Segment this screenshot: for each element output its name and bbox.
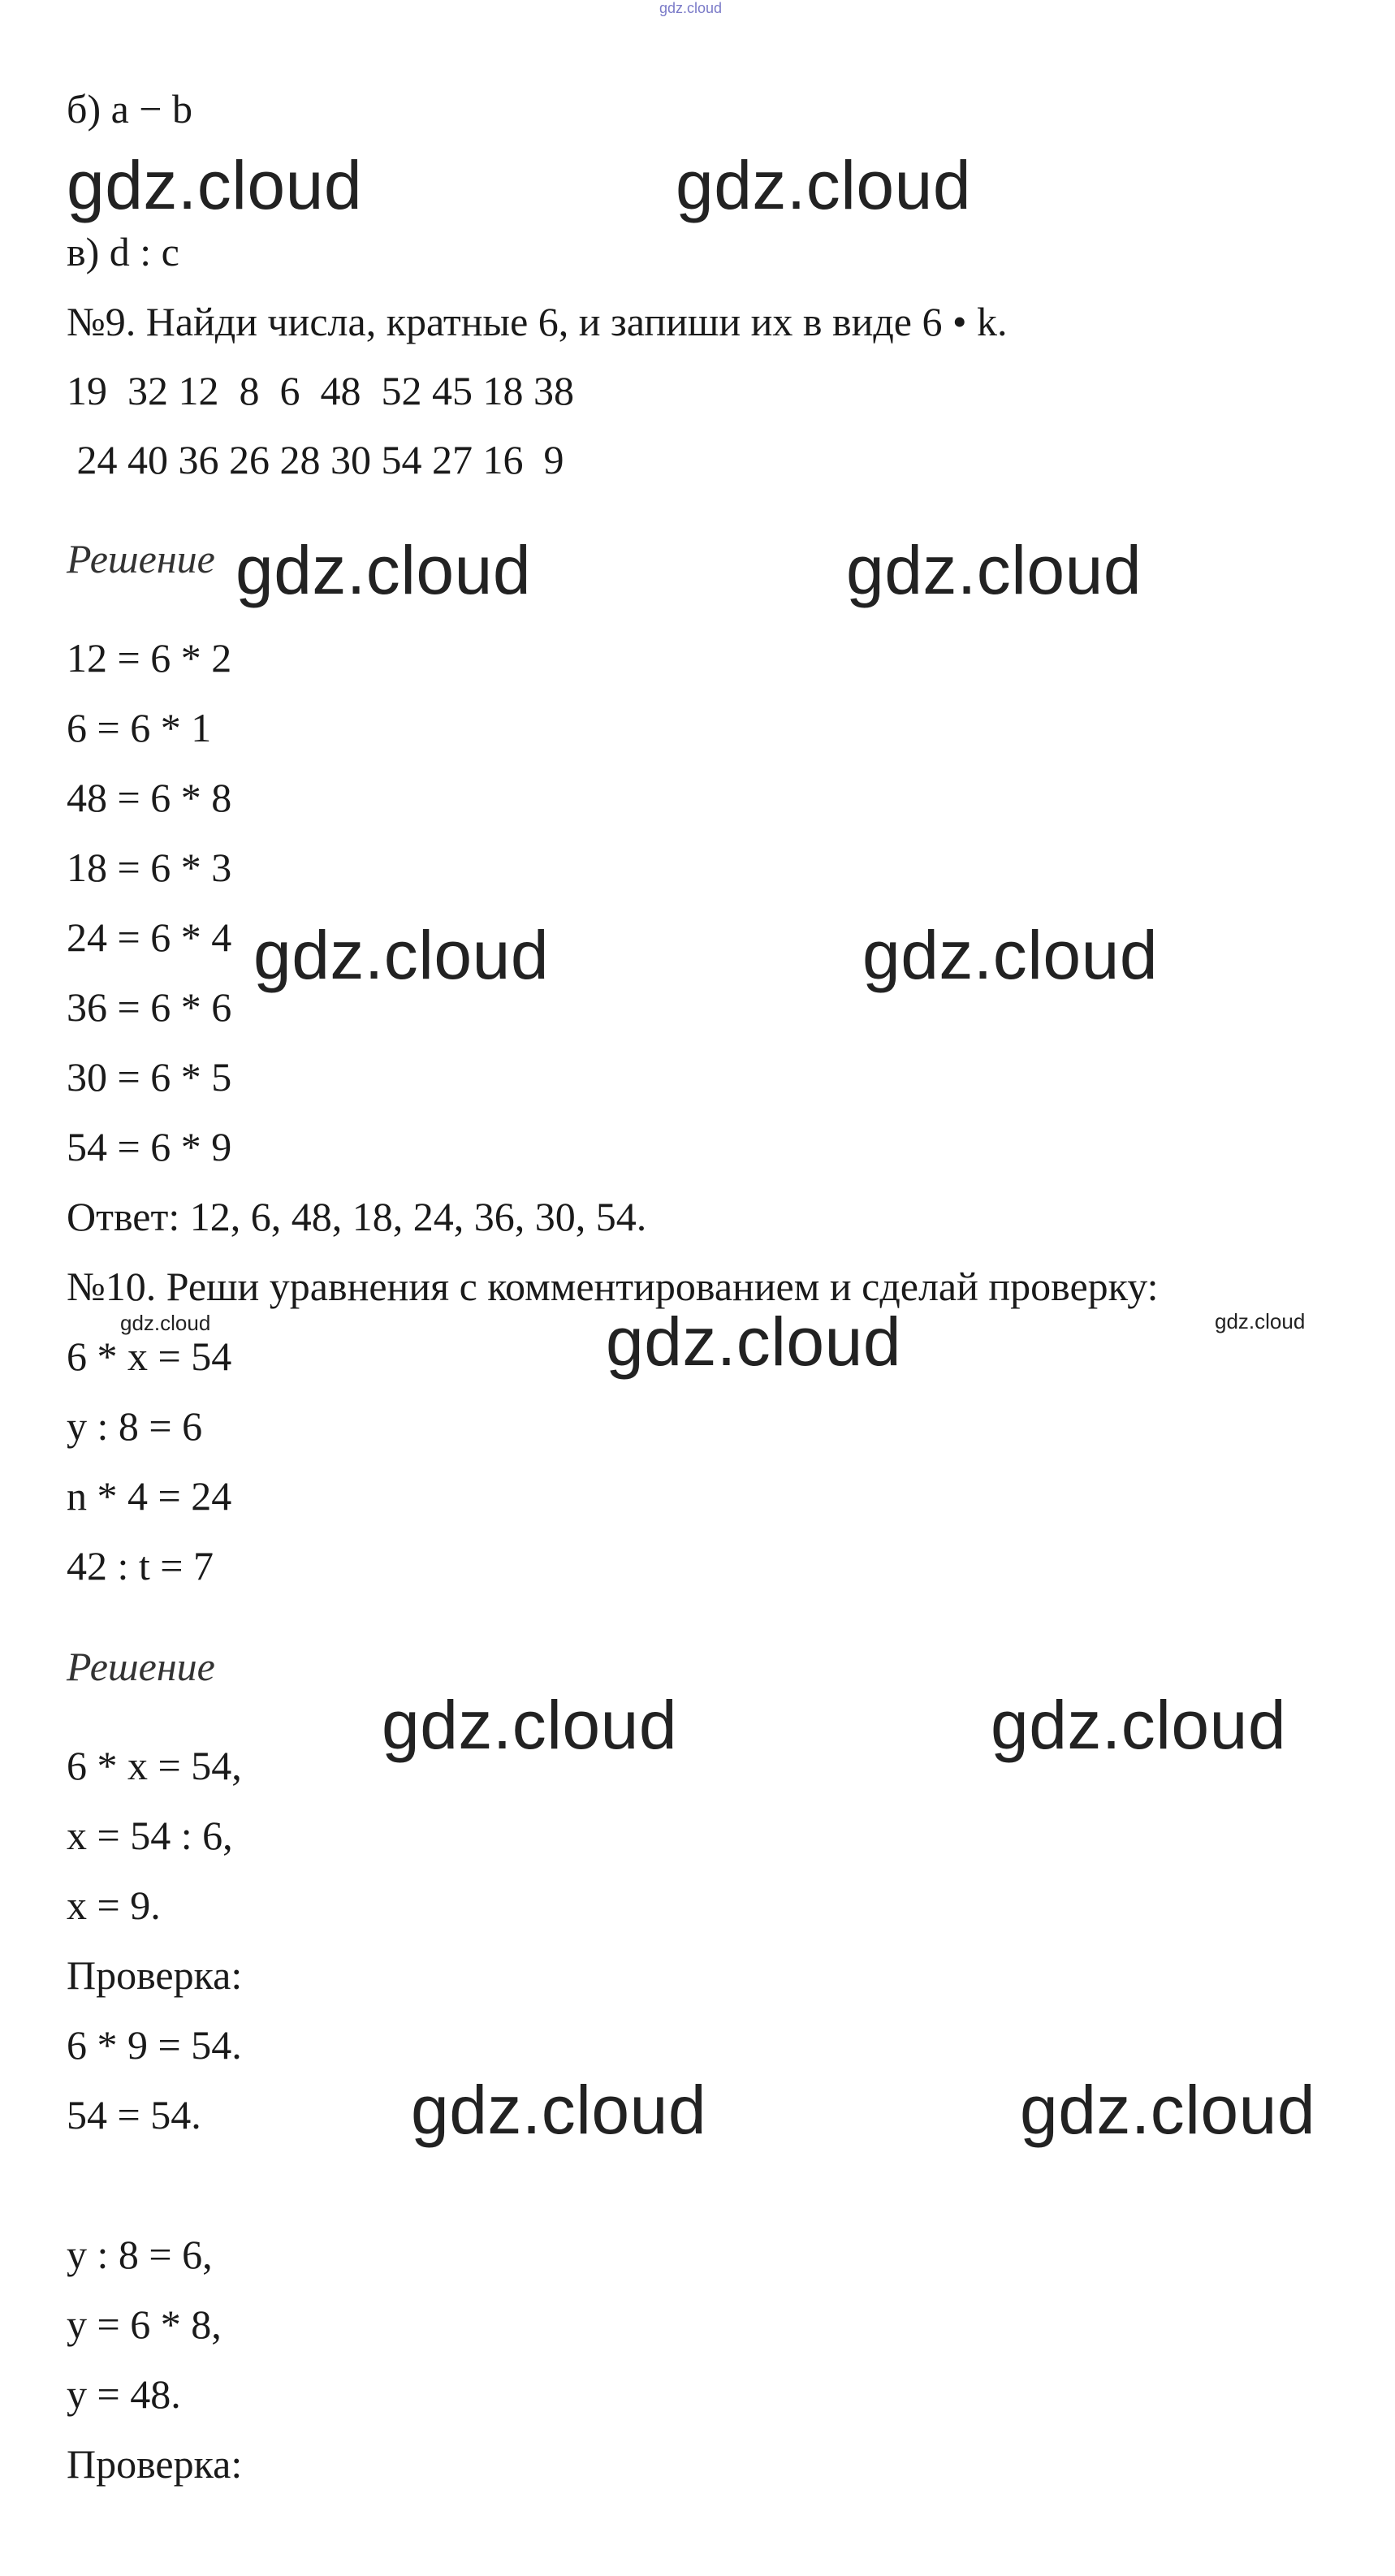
solution-step-5: y = 6 * 8, xyxy=(67,2302,222,2347)
check-label-2: Проверка: xyxy=(67,2441,243,2487)
watermark: gdz.cloud xyxy=(253,917,550,993)
watermark: gdz.cloud xyxy=(235,532,532,608)
solution-step-1: 6 * x = 54, xyxy=(67,1743,242,1788)
check-label-1: Проверка: xyxy=(67,1952,243,1998)
equation-2: 6 = 6 * 1 xyxy=(67,705,212,750)
equation-6: 36 = 6 * 6 xyxy=(67,984,232,1030)
check-step-1: 6 * 9 = 54. xyxy=(67,2022,242,2068)
task10-heading: №10. Реши уравнения с комментированием и сделай проверку: xyxy=(67,1264,1159,1309)
equation-5: 24 = 6 * 4 xyxy=(67,914,232,960)
task10-eq-c: n * 4 = 24 xyxy=(67,1473,232,1519)
watermark: gdz.cloud xyxy=(382,1687,678,1763)
watermark: gdz.cloud xyxy=(411,2072,707,2148)
answer-line: Ответ: 12, 6, 48, 18, 24, 36, 30, 54. xyxy=(67,1194,647,1239)
task10-eq-a: 6 * x = 54 xyxy=(67,1333,232,1379)
equation-3: 48 = 6 * 8 xyxy=(67,775,232,820)
line-v: в) d : c xyxy=(67,229,179,274)
watermark-small: gdz.cloud xyxy=(1215,1309,1306,1333)
solution-label-1: Решение xyxy=(67,536,215,581)
equation-8: 54 = 6 * 9 xyxy=(67,1124,232,1169)
equation-7: 30 = 6 * 5 xyxy=(67,1054,232,1100)
task10-eq-d: 42 : t = 7 xyxy=(67,1543,214,1588)
watermark: gdz.cloud xyxy=(676,147,972,223)
numbers-row-1: 19 32 12 8 6 48 52 45 18 38 xyxy=(67,368,574,413)
watermark: gdz.cloud xyxy=(846,532,1142,608)
check-step-2: 54 = 54. xyxy=(67,2092,201,2137)
watermark: gdz.cloud xyxy=(991,1687,1287,1763)
equation-4: 18 = 6 * 3 xyxy=(67,845,232,890)
line-b: б) a − b xyxy=(67,86,192,132)
solution-step-6: y = 48. xyxy=(67,2371,181,2417)
watermark: gdz.cloud xyxy=(1020,2072,1316,2148)
numbers-row-2: 24 40 36 26 28 30 54 27 16 9 xyxy=(67,437,564,482)
watermark: gdz.cloud xyxy=(862,917,1159,993)
solution-label-2: Решение xyxy=(67,1644,215,1689)
solution-step-3: x = 9. xyxy=(67,1882,161,1928)
solution-step-2: x = 54 : 6, xyxy=(67,1813,233,1858)
watermark-small: gdz.cloud xyxy=(120,1311,211,1335)
equation-1: 12 = 6 * 2 xyxy=(67,635,232,681)
solution-step-4: y : 8 = 6, xyxy=(67,2232,213,2277)
task9-heading: №9. Найди числа, кратные 6, и запиши их в виде 6 • k. xyxy=(67,299,1008,344)
top-watermark: gdz.cloud xyxy=(659,0,723,16)
watermark: gdz.cloud xyxy=(606,1303,902,1380)
watermark: gdz.cloud xyxy=(67,147,363,223)
task10-eq-b: y : 8 = 6 xyxy=(67,1403,203,1449)
